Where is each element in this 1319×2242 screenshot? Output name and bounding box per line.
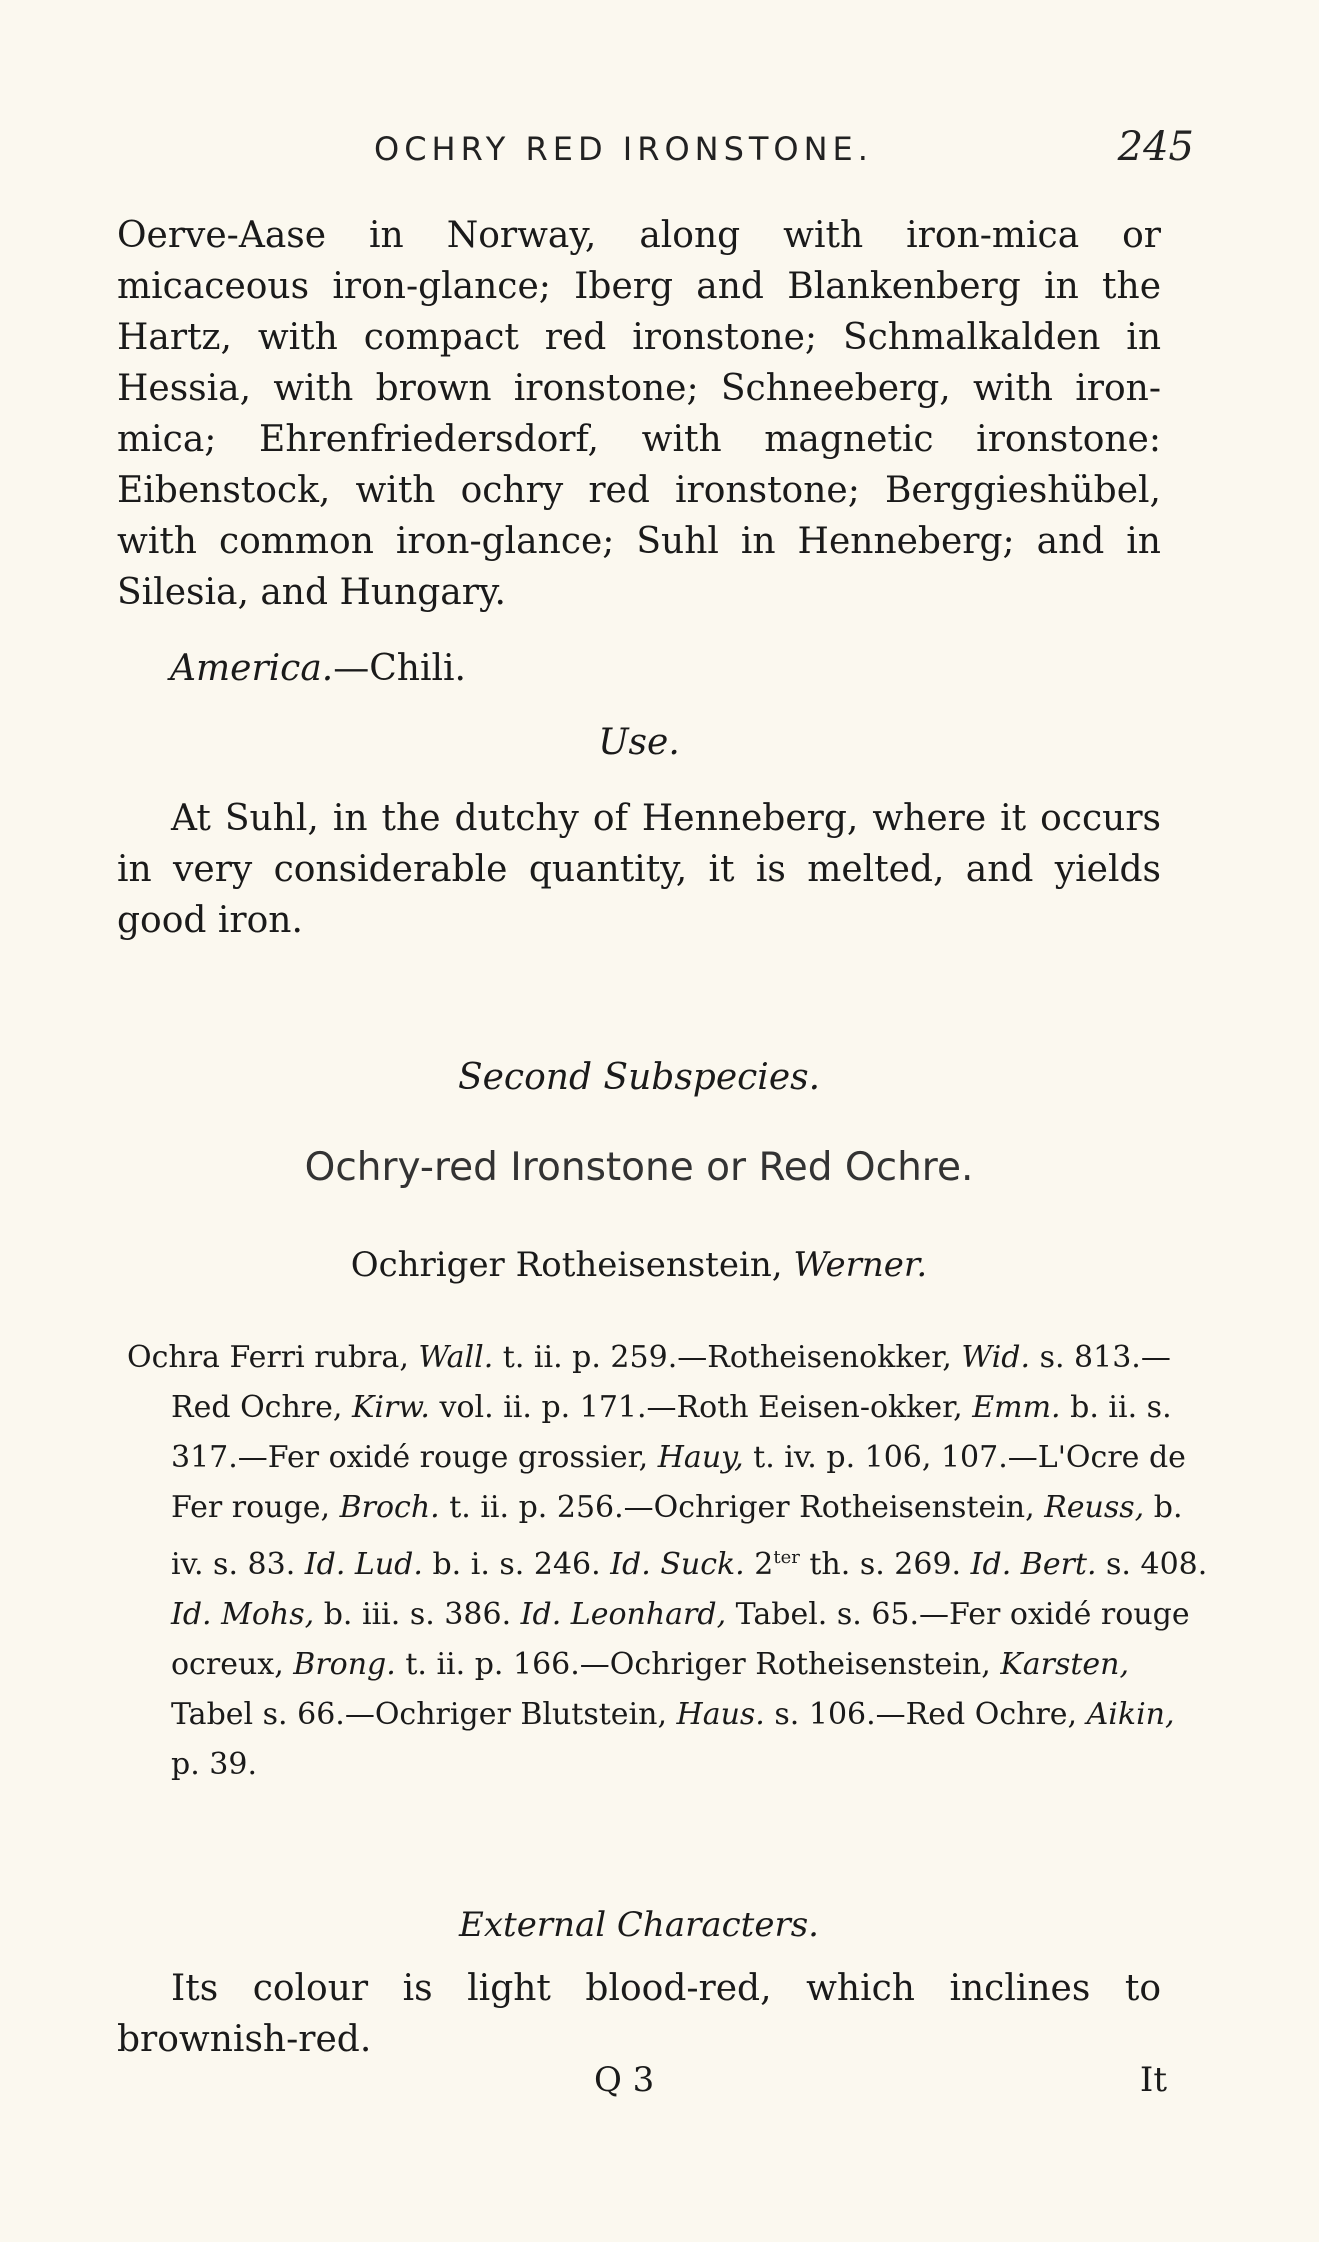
syn-superscript: ter xyxy=(773,1547,800,1568)
america-line xyxy=(170,648,466,689)
syn-authority: Id. Lud. xyxy=(304,1547,423,1582)
syn-authority: Id. Mohs, xyxy=(171,1597,315,1632)
syn-authority: Brong. xyxy=(293,1647,396,1682)
colour-paragraph: Its colour is light blood-red, which inclines to brownish-red. xyxy=(117,1968,1161,2060)
use-paragraph-block xyxy=(117,793,1161,946)
syn-segment: b. ii. s. 317.—Fer oxidé rouge grossier, xyxy=(171,1390,1172,1475)
colour-paragraph-block xyxy=(117,1963,1161,2065)
running-head xyxy=(374,124,1194,182)
subspecies-heading: Second Subspecies. xyxy=(457,1057,821,1098)
signature-mark: Q 3 xyxy=(594,2060,655,2100)
syn-authority: Id. Leonhard, xyxy=(520,1597,727,1632)
syn-segment: s. 408. xyxy=(1096,1547,1208,1582)
syn-authority: Wid. xyxy=(961,1340,1031,1375)
syn-authority: Reuss, xyxy=(1044,1490,1145,1525)
synonymy-paragraph xyxy=(127,1333,1211,1790)
page-number: 245 xyxy=(1117,124,1194,170)
external-characters-heading: External Characters. xyxy=(459,1905,819,1945)
syn-authority: Id. Bert. xyxy=(970,1547,1097,1582)
catchword: It xyxy=(1139,2060,1167,2100)
use-paragraph: At Suhl, in the dutchy of Henneberg, where it occurs in very considerable quantity, it is melted, and yields good iron. xyxy=(117,798,1161,941)
german-name: Ochriger Rotheisenstein, xyxy=(350,1245,783,1285)
america-label: America. xyxy=(170,648,334,689)
syn-authority: Hauy, xyxy=(657,1440,744,1475)
syn-segment: s. 106.—Red Ochre, xyxy=(764,1697,1087,1732)
syn-segment: p. 39. xyxy=(171,1747,257,1782)
syn-segment: b. i. s. 246. xyxy=(422,1547,611,1582)
syn-authority: Aikin, xyxy=(1086,1697,1175,1732)
syn-segment: t. ii. p. 256.—Ochriger Rotheisenstein, xyxy=(439,1490,1045,1525)
syn-authority: Wall. xyxy=(418,1340,494,1375)
syn-segment: b. iv. s. 83. xyxy=(171,1490,1183,1582)
syn-authority: Broch. xyxy=(339,1490,440,1525)
syn-segment: 2 xyxy=(744,1547,774,1582)
syn-segment: t. ii. p. 259.—Rotheisenokker, xyxy=(493,1340,962,1375)
syn-segment: t. iv. p. 106, 107.—L'Ocre de Fer rouge, xyxy=(171,1440,1186,1525)
syn-segment: th. s. 269. xyxy=(799,1547,971,1582)
syn-authority: Id. Suck. xyxy=(610,1547,745,1582)
syn-segment: t. ii. p. 166.—Ochriger Rotheisenstein, xyxy=(395,1647,1001,1682)
subspecies-title: Ochry-red Ironstone or Red Ochre. xyxy=(304,1145,974,1190)
syn-segment: Tabel. s. 65.—Fer oxidé rouge ocreux, xyxy=(171,1597,1190,1682)
syn-segment: vol. ii. p. 171.—Roth Eeisen-okker, xyxy=(429,1390,973,1425)
syn-segment: Tabel s. 66.—Ochriger Blutstein, xyxy=(171,1697,677,1732)
syn-authority: Kirw. xyxy=(351,1390,430,1425)
german-name-line xyxy=(117,1245,1161,1285)
syn-segment: s. 813.—Red Ochre, xyxy=(171,1340,1171,1425)
running-title: OCHRY RED IRONSTONE. xyxy=(374,130,873,168)
use-heading: Use. xyxy=(598,722,680,763)
syn-segment: Ochra Ferri rubra, xyxy=(127,1340,419,1375)
syn-authority: Karsten, xyxy=(1000,1647,1130,1682)
syn-authority: Haus. xyxy=(676,1697,765,1732)
syn-segment: b. iii. s. 386. xyxy=(314,1597,521,1632)
german-authority: Werner. xyxy=(793,1245,928,1285)
locality-paragraph-block xyxy=(117,210,1161,618)
america-place: —Chili. xyxy=(333,648,466,689)
locality-paragraph: Oerve-Aase in Norway, along with iron-mica or micaceous iron-glance; Iberg and Blankenberg in the Hartz, with compact red ironstone; Schmalkalden in Hessia, with brown ironstone; Schneeberg, with iron-mica; Ehrenfriedersdorf, with magnetic ironstone: Eibenstock, with ochry red ironstone; Berggieshübel, with common iron-glance; Suhl in Henneberg; and in Silesia, and Hungary. xyxy=(117,215,1161,613)
syn-authority: Emm. xyxy=(972,1390,1061,1425)
